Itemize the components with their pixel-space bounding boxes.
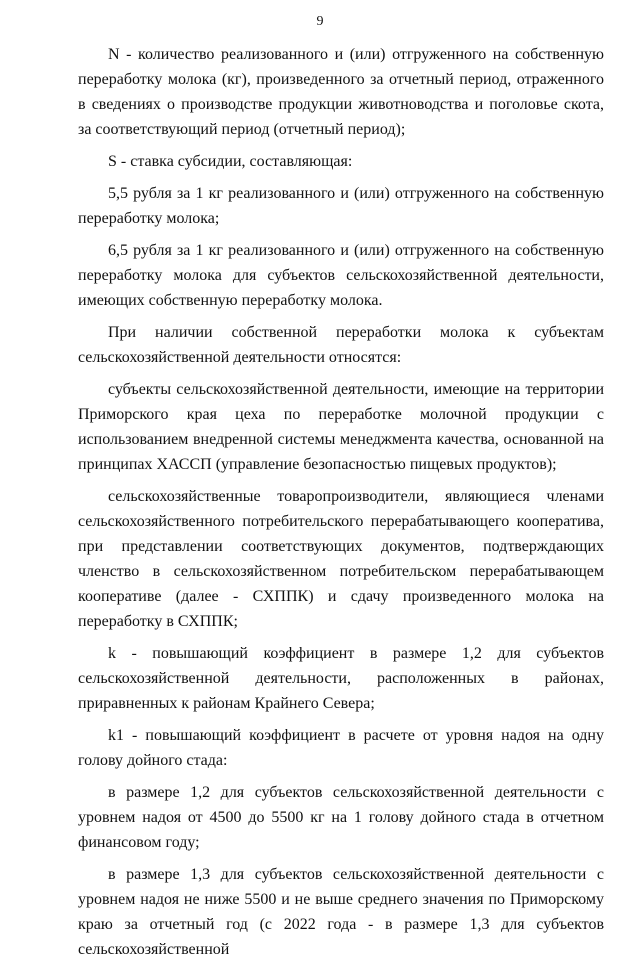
paragraph-processing-intro: При наличии собственной переработки молока к субъектам сельскохозяйственной деятельности относятся: [78,324,604,366]
paragraph-k1-1-2: в размере 1,2 для субъектов сельскохозяйственной деятельности с уровнем надоя от 4500 до 5500 кг на 1 голову дойного стада в отчетном финансовом году; [78,784,604,851]
paragraph-k-coefficient: k - повышающий коэффициент в размере 1,2 для субъектов сельскохозяйственной деятельности, расположенных в районах, приравненных к районам Крайнего Севера; [78,645,604,712]
paragraph-k1-1-3: в размере 1,3 для субъектов сельскохозяйственной деятельности с уровнем надоя не ниже 5500 и не выше среднего значения по Приморскому краю за отчетный год (с 2022 года - в размере 1,3 для субъектов сельскохозяйственной [78,866,604,958]
paragraph-cooperative: сельскохозяйственные товаропроизводители, являющиеся членами сельскохозяйственного потребительского перерабатывающего кооператива, при представлении соответствующих документов, подтверждающих членство в сельскохозяйственном потребительском перерабатывающем кооперативе (далее - СХППК) и сдачу произведенного молока на переработку в СХППК; [78,488,604,630]
paragraph-s-definition: S - ставка субсидии, составляющая: [108,153,353,170]
paragraph-rate-6-5: 6,5 рубля за 1 кг реализованного и (или) отгруженного на собственную переработку молока для субъектов сельскохозяйственной деятельности, имеющих собственную переработку молока. [78,242,604,309]
paragraph-n-definition: N - количество реализованного и (или) отгруженного на собственную переработку молока (кг), произведенного за отчетный период, отраженного в сведениях о производстве продукции животноводства и поголовье скота, за соответствующий период (отчетный период); [78,46,604,138]
page-number: 9 [316,14,324,29]
paragraph-rate-5-5: 5,5 рубля за 1 кг реализованного и (или) отгруженного на собственную переработку молока; [78,185,604,227]
paragraph-haccp: субъекты сельскохозяйственной деятельности, имеющие на территории Приморского края цеха по переработке молочной продукции с использованием внедренной системы менеджмента качества, основанной на принципах ХАССП (управление безопасностью пищевых продуктов); [78,381,604,473]
paragraph-k1-coefficient: k1 - повышающий коэффициент в расчете от уровня надоя на одну голову дойного стада: [78,727,604,769]
document-body [78,42,604,962]
